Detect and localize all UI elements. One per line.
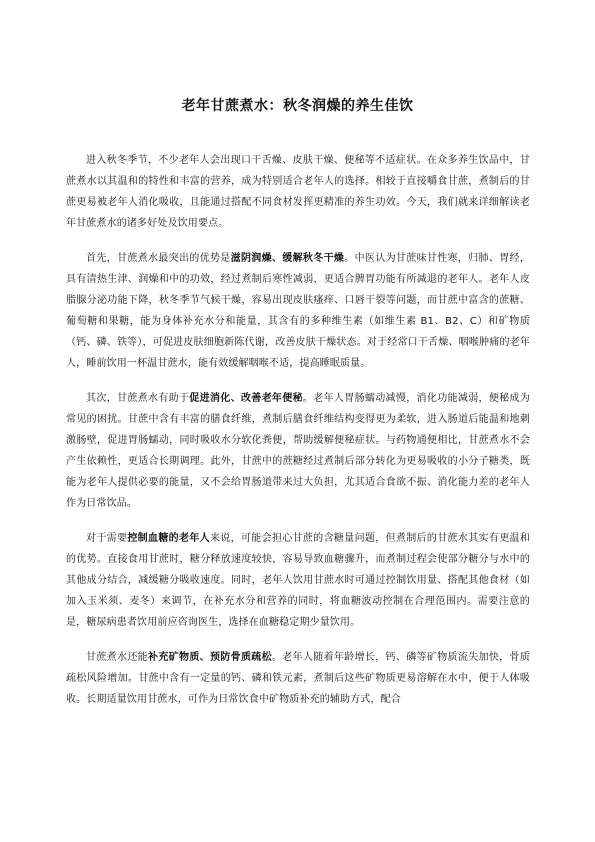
paragraph-moisturizing xyxy=(66,248,530,374)
paragraph-highlight: 补充矿物质、预防骨质疏松 xyxy=(147,652,272,663)
paragraph-text: 甘蔗煮水还能 xyxy=(86,652,148,663)
paragraph-text: 对于需要 xyxy=(86,533,128,544)
paragraph-highlight: 滋阴润燥、缓解秋冬干燥 xyxy=(230,253,345,264)
paragraph-highlight: 控制血糖的老年人 xyxy=(127,533,210,544)
document-body xyxy=(66,150,530,724)
paragraph-minerals xyxy=(66,647,530,710)
paragraph-text: 进入秋冬季节，不少老年人会出现口干舌燥、皮肤干燥、便秘等不适症状。在众多养生饮品中，甘蔗煮水以其温和的特性和丰富的营养，成为特别适合老年人的选择。相较于直接嚼食甘蔗，煮制后的甘蔗更易被老年人消化吸收，且能通过搭配不同食材发挥更精准的养生功效。今天，我们就来详细解读老年甘蔗煮水的诸多好处及饮用要点。 xyxy=(66,155,530,229)
paragraph-digestion xyxy=(66,388,530,514)
paragraph-blood-sugar xyxy=(66,528,530,633)
paragraph-intro xyxy=(66,150,530,234)
paragraph-highlight: 促进消化、改善老年便秘 xyxy=(189,393,303,404)
paragraph-text: 。老年人随着年龄增长，钙、磷等矿物质流失加快，骨质疏松风险增加。甘蔗中含有一定量的钙、磷和铁元素，煮制后这些矿物质更易溶解在水中，便于人体吸收。长期适量饮用甘蔗水，可作为日常饮食中矿物质补充的辅助方式，配合 xyxy=(66,652,530,705)
paragraph-text: 。中医认为甘蔗味甘性寒，归肺、胃经，具有清热生津、润燥和中的功效，经过煮制后寒性减弱，更适合脾胃功能有所减退的老年人。老年人皮脂腺分泌功能下降，秋冬季节气候干燥，容易出现皮肤瘙痒、口唇干裂等问题，而甘蔗中富含的蔗糖、葡萄糖和果糖，能为身体补充水分和能量，其含有的多种维生素（如维生素 B1、B2、C）和矿物质（钙、磷、铁等），可促进皮肤细胞新陈代谢，改善皮肤干燥状态。对于经常口干舌燥、咽喉肿痛的老年人，睡前饮用一杯温甘蔗水，能有效缓解咽喉不适，提高睡眠质量。 xyxy=(66,253,530,369)
paragraph-text: 其次，甘蔗煮水有助于 xyxy=(86,393,190,404)
paragraph-text: 来说，可能会担心甘蔗的含糖量问题，但煮制后的甘蔗水其实有更温和的优势。直接食用甘蔗时，糖分释放速度较快，容易导致血糖骤升，而煮制过程会使部分糖分与水中的其他成分结合，减缓糖分吸收速度。同时，老年人饮用甘蔗水时可通过控制饮用量、搭配其他食材（如加入玉米须、麦冬）来调节，在补充水分和营养的同时，将血糖波动控制在合理范围内。需要注意的是，糖尿病患者饮用前应咨询医生，选择在血糖稳定期少量饮用。 xyxy=(66,533,530,628)
document-title: 老年甘蔗煮水：秋冬润燥的养生佳饮 xyxy=(181,98,414,114)
paragraph-text: 首先，甘蔗煮水最突出的优势是 xyxy=(86,253,231,264)
paragraph-text: 。老年人胃肠蠕动减慢，消化功能减弱，便秘成为常见的困扰。甘蔗中含有丰富的膳食纤维，煮制后膳食纤维结构变得更为柔软，进入肠道后能温和地刺激肠壁，促进胃肠蠕动，同时吸收水分软化粪便，帮助缓解便秘症状。与药物通便相比，甘蔗煮水不会产生依赖性，更适合长期调理。此外，甘蔗中的蔗糖经过煮制后部分转化为更易吸收的小分子糖类，既能为老年人提供必要的能量，又不会给胃肠道带来过大负担，尤其适合食欲不振、消化能力差的老年人作为日常饮品。 xyxy=(66,393,530,509)
